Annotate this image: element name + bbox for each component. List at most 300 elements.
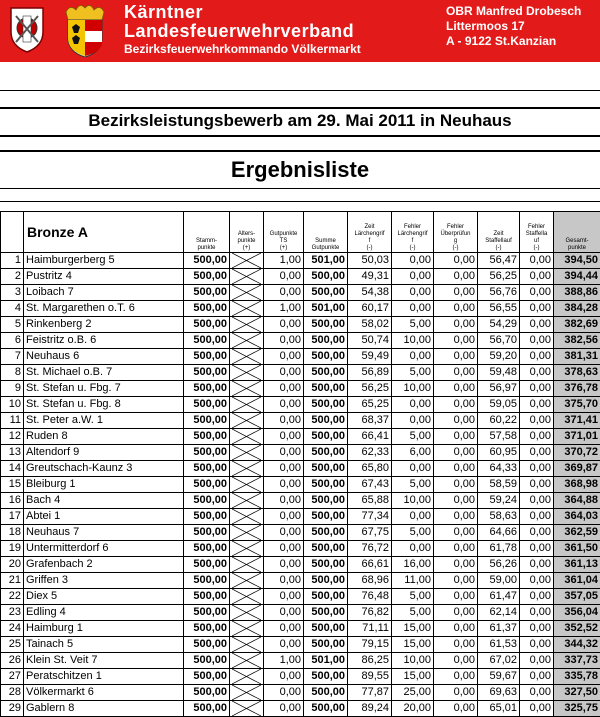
team-name-cell: Neuhaus 7 xyxy=(24,525,184,541)
error-ladder-cell: 20,00 xyxy=(392,701,434,717)
age-points-crossed-cell xyxy=(230,685,264,701)
cross-out-icon xyxy=(232,701,261,716)
divider xyxy=(0,90,600,91)
bonus-points-cell: 0,00 xyxy=(264,413,304,429)
error-relay-cell: 0,00 xyxy=(520,381,554,397)
rank-cell: 1 xyxy=(1,253,24,269)
time-relay-cell: 56,26 xyxy=(478,557,520,573)
error-ladder-cell: 5,00 xyxy=(392,589,434,605)
cross-out-icon xyxy=(232,669,261,684)
error-ladder-cell: 0,00 xyxy=(392,413,434,429)
bonus-points-cell: 0,00 xyxy=(264,445,304,461)
bonus-points-cell: 0,00 xyxy=(264,493,304,509)
bonus-points-cell: 0,00 xyxy=(264,365,304,381)
time-relay-cell: 59,67 xyxy=(478,669,520,685)
error-relay-cell: 0,00 xyxy=(520,701,554,717)
base-points-cell: 500,00 xyxy=(184,269,230,285)
total-points-cell: 356,04 xyxy=(554,605,600,621)
error-check-cell: 0,00 xyxy=(434,621,478,637)
cross-out-icon xyxy=(232,525,261,540)
bonus-points-cell: 0,00 xyxy=(264,701,304,717)
error-relay-cell: 0,00 xyxy=(520,413,554,429)
table-row xyxy=(1,589,600,605)
sum-points-cell: 500,00 xyxy=(304,493,348,509)
sum-points-cell: 500,00 xyxy=(304,445,348,461)
table-row xyxy=(1,573,600,589)
divider xyxy=(0,135,600,137)
error-check-cell: 0,00 xyxy=(434,605,478,621)
base-points-cell: 500,00 xyxy=(184,669,230,685)
column-header: Zeit Lärchengrif f (-) xyxy=(348,212,392,253)
error-relay-cell: 0,00 xyxy=(520,509,554,525)
error-check-cell: 0,00 xyxy=(434,637,478,653)
error-relay-cell: 0,00 xyxy=(520,349,554,365)
error-relay-cell: 0,00 xyxy=(520,253,554,269)
category-header: Bronze A xyxy=(24,212,184,253)
team-name-cell: Loibach 7 xyxy=(24,285,184,301)
cross-out-icon xyxy=(232,413,261,428)
base-points-cell: 500,00 xyxy=(184,253,230,269)
org-name-line2: Landesfeuerwehrverband xyxy=(124,21,354,42)
team-name-cell: Pustritz 4 xyxy=(24,269,184,285)
rank-cell: 27 xyxy=(1,669,24,685)
age-points-crossed-cell xyxy=(230,269,264,285)
team-name-cell: Untermitterdorf 6 xyxy=(24,541,184,557)
base-points-cell: 500,00 xyxy=(184,349,230,365)
fire-brigade-emblem-icon xyxy=(8,6,46,54)
team-name-cell: Tainach 5 xyxy=(24,637,184,653)
sum-points-cell: 500,00 xyxy=(304,397,348,413)
error-check-cell: 0,00 xyxy=(434,349,478,365)
rank-cell: 17 xyxy=(1,509,24,525)
time-ladder-cell: 76,72 xyxy=(348,541,392,557)
age-points-crossed-cell xyxy=(230,573,264,589)
total-points-cell: 369,87 xyxy=(554,461,600,477)
total-points-cell: 375,70 xyxy=(554,397,600,413)
rank-cell: 9 xyxy=(1,381,24,397)
table-header-row xyxy=(1,212,600,253)
age-points-crossed-cell xyxy=(230,349,264,365)
team-name-cell: St. Michael o.B. 7 xyxy=(24,365,184,381)
header-banner xyxy=(0,0,600,62)
base-points-cell: 500,00 xyxy=(184,429,230,445)
rank-cell: 22 xyxy=(1,589,24,605)
cross-out-icon xyxy=(232,365,261,380)
bonus-points-cell: 0,00 xyxy=(264,573,304,589)
base-points-cell: 500,00 xyxy=(184,285,230,301)
cross-out-icon xyxy=(232,285,261,300)
sum-points-cell: 500,00 xyxy=(304,589,348,605)
rank-cell: 15 xyxy=(1,477,24,493)
cross-out-icon xyxy=(232,477,261,492)
error-check-cell: 0,00 xyxy=(434,381,478,397)
bonus-points-cell: 0,00 xyxy=(264,349,304,365)
error-check-cell: 0,00 xyxy=(434,653,478,669)
table-row xyxy=(1,525,600,541)
team-name-cell: Rinkenberg 2 xyxy=(24,317,184,333)
column-header: Alters- punkte (+) xyxy=(230,212,264,253)
time-relay-cell: 61,78 xyxy=(478,541,520,557)
team-name-cell: Griffen 3 xyxy=(24,573,184,589)
rank-cell: 12 xyxy=(1,429,24,445)
time-ladder-cell: 65,25 xyxy=(348,397,392,413)
error-check-cell: 0,00 xyxy=(434,285,478,301)
bonus-points-cell: 0,00 xyxy=(264,429,304,445)
cross-out-icon xyxy=(232,461,261,476)
time-ladder-cell: 50,03 xyxy=(348,253,392,269)
time-relay-cell: 56,70 xyxy=(478,333,520,349)
team-name-cell: Haimburg 1 xyxy=(24,621,184,637)
time-ladder-cell: 65,88 xyxy=(348,493,392,509)
rank-cell: 5 xyxy=(1,317,24,333)
rank-cell: 29 xyxy=(1,701,24,717)
total-points-cell: 371,01 xyxy=(554,429,600,445)
team-name-cell: St. Margarethen o.T. 6 xyxy=(24,301,184,317)
carinthia-coat-of-arms-icon xyxy=(62,2,108,58)
error-ladder-cell: 16,00 xyxy=(392,557,434,573)
time-relay-cell: 60,95 xyxy=(478,445,520,461)
time-ladder-cell: 49,31 xyxy=(348,269,392,285)
total-points-cell: 371,41 xyxy=(554,413,600,429)
error-relay-cell: 0,00 xyxy=(520,301,554,317)
time-ladder-cell: 76,82 xyxy=(348,605,392,621)
total-points-cell: 370,72 xyxy=(554,445,600,461)
cross-out-icon xyxy=(232,589,261,604)
error-check-cell: 0,00 xyxy=(434,333,478,349)
bonus-points-cell: 0,00 xyxy=(264,461,304,477)
age-points-crossed-cell xyxy=(230,493,264,509)
sum-points-cell: 500,00 xyxy=(304,557,348,573)
bonus-points-cell: 0,00 xyxy=(264,669,304,685)
error-check-cell: 0,00 xyxy=(434,461,478,477)
rank-cell: 16 xyxy=(1,493,24,509)
cross-out-icon xyxy=(232,685,261,700)
error-check-cell: 0,00 xyxy=(434,541,478,557)
sum-points-cell: 500,00 xyxy=(304,349,348,365)
base-points-cell: 500,00 xyxy=(184,493,230,509)
total-points-cell: 325,75 xyxy=(554,701,600,717)
column-header: Gutpunkte TS (+) xyxy=(264,212,304,253)
base-points-cell: 500,00 xyxy=(184,477,230,493)
error-relay-cell: 0,00 xyxy=(520,461,554,477)
error-relay-cell: 0,00 xyxy=(520,685,554,701)
bonus-points-cell: 0,00 xyxy=(264,333,304,349)
bonus-points-cell: 1,00 xyxy=(264,653,304,669)
bonus-points-cell: 0,00 xyxy=(264,589,304,605)
sum-points-cell: 501,00 xyxy=(304,653,348,669)
age-points-crossed-cell xyxy=(230,557,264,573)
cross-out-icon xyxy=(232,493,261,508)
column-header: Fehler Überprüfun g (-) xyxy=(434,212,478,253)
base-points-cell: 500,00 xyxy=(184,541,230,557)
time-relay-cell: 56,97 xyxy=(478,381,520,397)
sum-points-cell: 501,00 xyxy=(304,253,348,269)
bonus-points-cell: 0,00 xyxy=(264,557,304,573)
sum-points-cell: 500,00 xyxy=(304,333,348,349)
table-row xyxy=(1,413,600,429)
base-points-cell: 500,00 xyxy=(184,525,230,541)
total-points-cell: 362,59 xyxy=(554,525,600,541)
error-check-cell: 0,00 xyxy=(434,445,478,461)
total-points-cell: 335,78 xyxy=(554,669,600,685)
error-check-cell: 0,00 xyxy=(434,365,478,381)
total-points-cell: 327,50 xyxy=(554,685,600,701)
time-relay-cell: 64,66 xyxy=(478,525,520,541)
table-row xyxy=(1,285,600,301)
team-name-cell: Völkermarkt 6 xyxy=(24,685,184,701)
bonus-points-cell: 0,00 xyxy=(264,541,304,557)
error-relay-cell: 0,00 xyxy=(520,429,554,445)
age-points-crossed-cell xyxy=(230,509,264,525)
cross-out-icon xyxy=(232,637,261,652)
time-ladder-cell: 62,33 xyxy=(348,445,392,461)
rank-cell: 18 xyxy=(1,525,24,541)
table-row xyxy=(1,701,600,717)
time-relay-cell: 61,47 xyxy=(478,589,520,605)
cross-out-icon xyxy=(232,653,261,668)
error-relay-cell: 0,00 xyxy=(520,589,554,605)
time-ladder-cell: 66,41 xyxy=(348,429,392,445)
age-points-crossed-cell xyxy=(230,669,264,685)
error-relay-cell: 0,00 xyxy=(520,621,554,637)
team-name-cell: Ruden 8 xyxy=(24,429,184,445)
sum-points-cell: 500,00 xyxy=(304,509,348,525)
time-ladder-cell: 86,25 xyxy=(348,653,392,669)
base-points-cell: 500,00 xyxy=(184,573,230,589)
total-points-cell: 376,78 xyxy=(554,381,600,397)
base-points-cell: 500,00 xyxy=(184,589,230,605)
team-name-cell: Klein St. Veit 7 xyxy=(24,653,184,669)
total-points-cell: 357,05 xyxy=(554,589,600,605)
age-points-crossed-cell xyxy=(230,477,264,493)
total-points-cell: 364,03 xyxy=(554,509,600,525)
rank-header xyxy=(1,212,24,253)
error-check-cell: 0,00 xyxy=(434,253,478,269)
age-points-crossed-cell xyxy=(230,621,264,637)
sum-points-cell: 500,00 xyxy=(304,525,348,541)
error-ladder-cell: 0,00 xyxy=(392,285,434,301)
table-row xyxy=(1,509,600,525)
cross-out-icon xyxy=(232,605,261,620)
address-line2: Littermoos 17 xyxy=(446,19,525,33)
sum-points-cell: 500,00 xyxy=(304,605,348,621)
total-points-cell: 388,86 xyxy=(554,285,600,301)
error-ladder-cell: 0,00 xyxy=(392,253,434,269)
total-points-cell: 382,56 xyxy=(554,333,600,349)
cross-out-icon xyxy=(232,557,261,572)
time-ladder-cell: 50,74 xyxy=(348,333,392,349)
sum-points-cell: 500,00 xyxy=(304,269,348,285)
rank-cell: 28 xyxy=(1,685,24,701)
error-ladder-cell: 0,00 xyxy=(392,301,434,317)
bonus-points-cell: 0,00 xyxy=(264,285,304,301)
time-ladder-cell: 89,55 xyxy=(348,669,392,685)
sum-points-cell: 500,00 xyxy=(304,573,348,589)
bonus-points-cell: 0,00 xyxy=(264,477,304,493)
age-points-crossed-cell xyxy=(230,605,264,621)
divider xyxy=(0,188,600,189)
error-relay-cell: 0,00 xyxy=(520,669,554,685)
sum-points-cell: 500,00 xyxy=(304,701,348,717)
total-points-cell: 361,13 xyxy=(554,557,600,573)
error-ladder-cell: 10,00 xyxy=(392,381,434,397)
base-points-cell: 500,00 xyxy=(184,605,230,621)
total-points-cell: 394,44 xyxy=(554,269,600,285)
base-points-cell: 500,00 xyxy=(184,621,230,637)
total-points-cell: 344,32 xyxy=(554,637,600,653)
age-points-crossed-cell xyxy=(230,333,264,349)
error-relay-cell: 0,00 xyxy=(520,541,554,557)
table-row xyxy=(1,541,600,557)
total-points-cell: 364,88 xyxy=(554,493,600,509)
rank-cell: 20 xyxy=(1,557,24,573)
divider xyxy=(0,201,600,202)
rank-cell: 10 xyxy=(1,397,24,413)
rank-cell: 21 xyxy=(1,573,24,589)
team-name-cell: Gablern 8 xyxy=(24,701,184,717)
cross-out-icon xyxy=(232,381,261,396)
total-points-cell: 378,63 xyxy=(554,365,600,381)
time-ladder-cell: 65,80 xyxy=(348,461,392,477)
column-header: Summe Gutpunkte xyxy=(304,212,348,253)
time-ladder-cell: 59,49 xyxy=(348,349,392,365)
total-points-cell: 394,50 xyxy=(554,253,600,269)
sum-points-cell: 500,00 xyxy=(304,461,348,477)
error-check-cell: 0,00 xyxy=(434,269,478,285)
address-line3: A - 9122 St.Kanzian xyxy=(446,34,556,48)
table-row xyxy=(1,685,600,701)
sum-points-cell: 500,00 xyxy=(304,317,348,333)
time-relay-cell: 58,63 xyxy=(478,509,520,525)
sum-points-cell: 500,00 xyxy=(304,285,348,301)
base-points-cell: 500,00 xyxy=(184,333,230,349)
error-check-cell: 0,00 xyxy=(434,429,478,445)
error-ladder-cell: 15,00 xyxy=(392,669,434,685)
table-row xyxy=(1,477,600,493)
error-ladder-cell: 0,00 xyxy=(392,461,434,477)
bonus-points-cell: 0,00 xyxy=(264,637,304,653)
age-points-crossed-cell xyxy=(230,653,264,669)
rank-cell: 23 xyxy=(1,605,24,621)
base-points-cell: 500,00 xyxy=(184,653,230,669)
team-name-cell: Haimburgerberg 5 xyxy=(24,253,184,269)
error-ladder-cell: 25,00 xyxy=(392,685,434,701)
cross-out-icon xyxy=(232,429,261,444)
time-relay-cell: 54,29 xyxy=(478,317,520,333)
error-ladder-cell: 10,00 xyxy=(392,493,434,509)
time-relay-cell: 59,00 xyxy=(478,573,520,589)
error-ladder-cell: 0,00 xyxy=(392,541,434,557)
sum-points-cell: 500,00 xyxy=(304,669,348,685)
table-row xyxy=(1,317,600,333)
sum-points-cell: 500,00 xyxy=(304,685,348,701)
time-ladder-cell: 77,34 xyxy=(348,509,392,525)
total-points-cell: 381,31 xyxy=(554,349,600,365)
error-relay-cell: 0,00 xyxy=(520,525,554,541)
time-relay-cell: 59,24 xyxy=(478,493,520,509)
time-ladder-cell: 68,37 xyxy=(348,413,392,429)
time-relay-cell: 59,20 xyxy=(478,349,520,365)
cross-out-icon xyxy=(232,333,261,348)
time-ladder-cell: 66,61 xyxy=(348,557,392,573)
team-name-cell: St. Peter a.W. 1 xyxy=(24,413,184,429)
base-points-cell: 500,00 xyxy=(184,397,230,413)
org-name-line1: Kärntner xyxy=(124,2,203,23)
rank-cell: 4 xyxy=(1,301,24,317)
bonus-points-cell: 0,00 xyxy=(264,381,304,397)
base-points-cell: 500,00 xyxy=(184,557,230,573)
time-relay-cell: 56,76 xyxy=(478,285,520,301)
time-ladder-cell: 58,02 xyxy=(348,317,392,333)
team-name-cell: Diex 5 xyxy=(24,589,184,605)
table-row xyxy=(1,653,600,669)
base-points-cell: 500,00 xyxy=(184,637,230,653)
error-check-cell: 0,00 xyxy=(434,701,478,717)
time-relay-cell: 60,22 xyxy=(478,413,520,429)
column-header: Stamm- punkte xyxy=(184,212,230,253)
bonus-points-cell: 0,00 xyxy=(264,317,304,333)
table-row xyxy=(1,301,600,317)
rank-cell: 6 xyxy=(1,333,24,349)
time-relay-cell: 56,47 xyxy=(478,253,520,269)
cross-out-icon xyxy=(232,621,261,636)
base-points-cell: 500,00 xyxy=(184,413,230,429)
time-ladder-cell: 79,15 xyxy=(348,637,392,653)
age-points-crossed-cell xyxy=(230,429,264,445)
table-row xyxy=(1,621,600,637)
age-points-crossed-cell xyxy=(230,701,264,717)
error-relay-cell: 0,00 xyxy=(520,445,554,461)
bonus-points-cell: 0,00 xyxy=(264,685,304,701)
team-name-cell: Greutschach-Kaunz 3 xyxy=(24,461,184,477)
error-ladder-cell: 5,00 xyxy=(392,365,434,381)
error-check-cell: 0,00 xyxy=(434,397,478,413)
time-relay-cell: 61,53 xyxy=(478,637,520,653)
time-relay-cell: 57,58 xyxy=(478,429,520,445)
sum-points-cell: 500,00 xyxy=(304,621,348,637)
address-line1: OBR Manfred Drobesch xyxy=(446,4,581,18)
error-relay-cell: 0,00 xyxy=(520,317,554,333)
base-points-cell: 500,00 xyxy=(184,365,230,381)
time-relay-cell: 67,02 xyxy=(478,653,520,669)
table-row xyxy=(1,557,600,573)
error-relay-cell: 0,00 xyxy=(520,477,554,493)
divider xyxy=(0,107,600,109)
rank-cell: 25 xyxy=(1,637,24,653)
team-name-cell: Feistritz o.B. 6 xyxy=(24,333,184,349)
time-relay-cell: 62,14 xyxy=(478,605,520,621)
bonus-points-cell: 1,00 xyxy=(264,301,304,317)
time-relay-cell: 64,33 xyxy=(478,461,520,477)
cross-out-icon xyxy=(232,301,261,316)
time-ladder-cell: 67,43 xyxy=(348,477,392,493)
error-check-cell: 0,00 xyxy=(434,493,478,509)
bonus-points-cell: 0,00 xyxy=(264,605,304,621)
table-row xyxy=(1,637,600,653)
error-relay-cell: 0,00 xyxy=(520,269,554,285)
base-points-cell: 500,00 xyxy=(184,461,230,477)
error-ladder-cell: 5,00 xyxy=(392,525,434,541)
age-points-crossed-cell xyxy=(230,525,264,541)
column-header: Fehler Staffella uf (-) xyxy=(520,212,554,253)
error-relay-cell: 0,00 xyxy=(520,557,554,573)
error-check-cell: 0,00 xyxy=(434,413,478,429)
rank-cell: 8 xyxy=(1,365,24,381)
sum-points-cell: 501,00 xyxy=(304,301,348,317)
cross-out-icon xyxy=(232,253,261,268)
error-ladder-cell: 6,00 xyxy=(392,445,434,461)
sum-points-cell: 500,00 xyxy=(304,477,348,493)
